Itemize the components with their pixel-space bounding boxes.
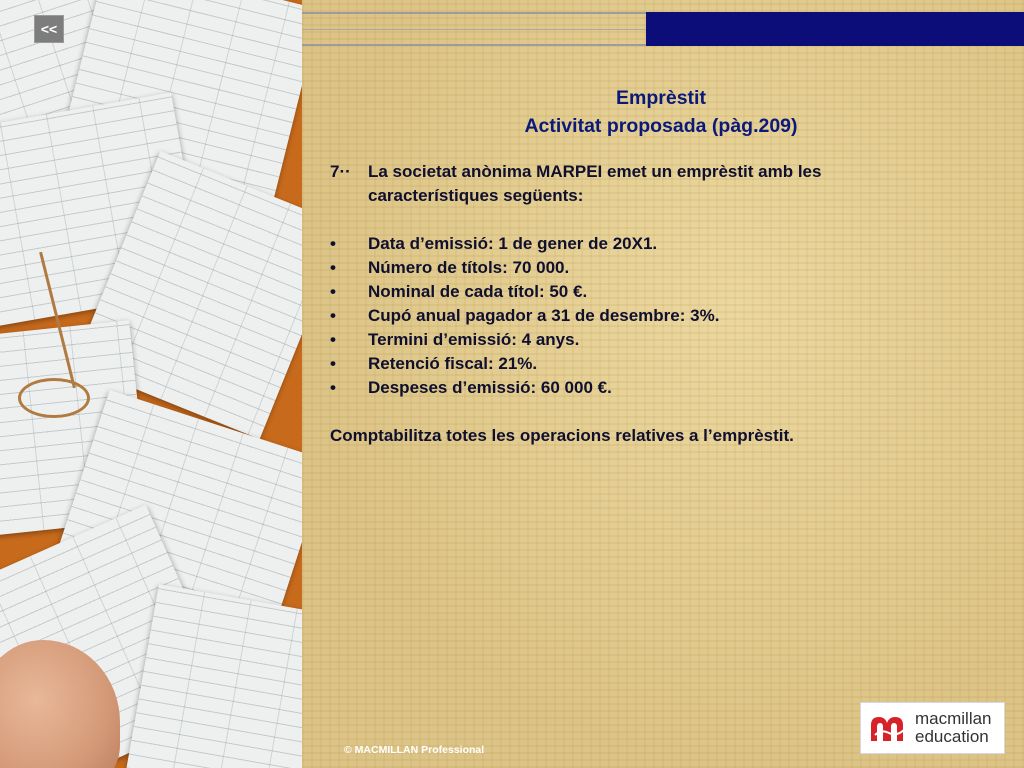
list-item-text: Número de títols: 70 000. <box>368 258 570 277</box>
bullet-icon: • <box>330 306 336 325</box>
list-item-text: Despeses d’emissió: 60 000 €. <box>368 378 612 397</box>
bullet-icon: • <box>330 282 336 301</box>
logo-text <box>915 710 992 746</box>
logo-line2: education <box>915 727 989 746</box>
macmillan-mark-icon <box>869 711 909 745</box>
list-item <box>330 256 930 280</box>
slide-title <box>330 84 992 140</box>
closing-instruction: Comptabilitza totes les operacions relatives a l’emprèstit. <box>330 426 794 445</box>
logo-line1: macmillan <box>915 709 992 728</box>
list-item <box>330 352 930 376</box>
list-item <box>330 376 930 400</box>
back-button[interactable]: << <box>34 15 64 43</box>
header-blue-bar <box>646 12 1024 46</box>
intro-paragraph <box>330 160 930 208</box>
slide-title-line2: Activitat proposada (pàg.209) <box>524 115 798 137</box>
intro-text: La societat anònima MARPEI emet un emprèstit amb les característiques següents: <box>368 162 822 205</box>
bullet-icon: • <box>330 378 336 397</box>
list-item <box>330 280 930 304</box>
copyright-notice: © MACMILLAN Professional <box>344 744 485 756</box>
exercise-number: 7·· <box>330 162 351 181</box>
bullet-icon: • <box>330 234 336 253</box>
macmillan-logo <box>860 702 1005 754</box>
list-item-text: Nominal de cada títol: 50 €. <box>368 282 588 301</box>
bullet-icon: • <box>330 258 336 277</box>
list-item-text: Cupó anual pagador a 31 de desembre: 3%. <box>368 306 720 325</box>
list-item-text: Data d’emissió: 1 de gener de 20X1. <box>368 234 658 253</box>
bullet-icon: • <box>330 330 336 349</box>
list-item-text: Termini d’emissió: 4 anys. <box>368 330 580 349</box>
header-gray-bar <box>302 12 646 46</box>
slide-content <box>330 160 930 448</box>
background-photo <box>0 0 302 768</box>
list-item-text: Retenció fiscal: 21%. <box>368 354 538 373</box>
glasses-icon <box>18 378 90 418</box>
bullet-list <box>330 232 930 400</box>
bullet-icon: • <box>330 354 336 373</box>
list-item <box>330 232 930 256</box>
list-item <box>330 304 930 328</box>
slide-title-line1: Emprèstit <box>616 87 706 109</box>
list-item <box>330 328 930 352</box>
